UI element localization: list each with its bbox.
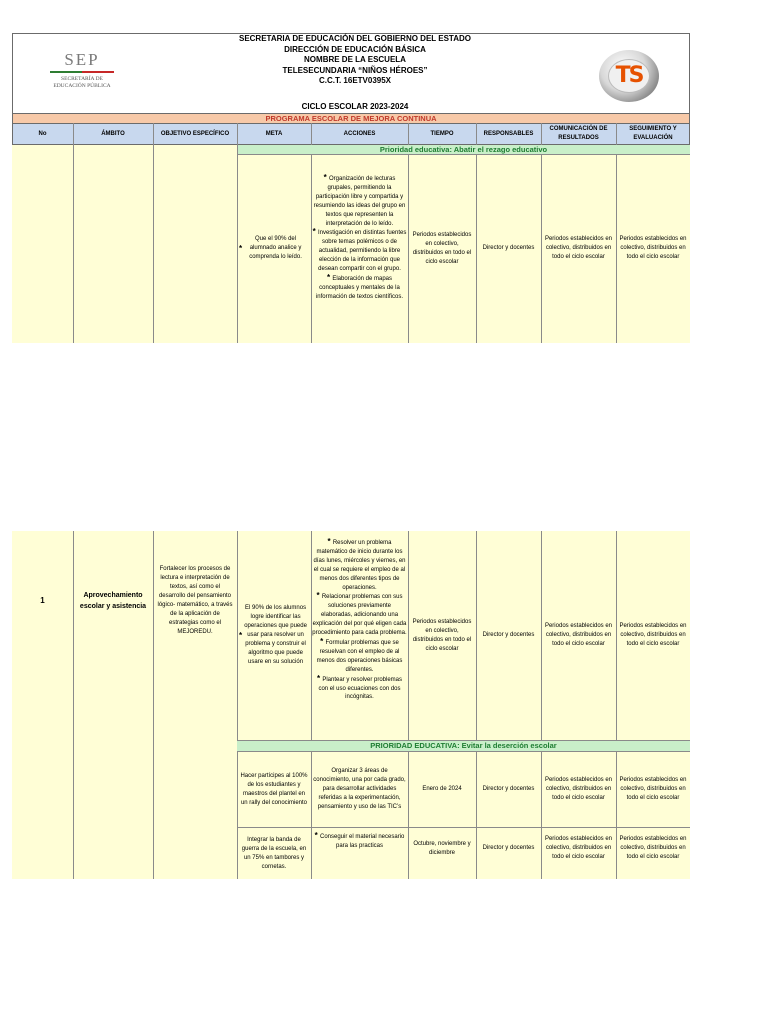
column-header-objetivo: OBJETIVO ESPECÍFICO	[160, 130, 230, 137]
column-header-comunicacion: COMUNICACIÓN DE RESULTADOS	[549, 126, 608, 141]
sep-logo-stripe-red	[82, 71, 114, 73]
section2-ambito: Aprovechamiento escolar y asistencia	[79, 591, 147, 610]
column-header-ambito: ÁMBITO	[101, 130, 125, 137]
section2-accion-4: * Plantear y resolver problemas con el uso ecuaciones con dos incógnitas.	[312, 675, 407, 703]
section2-acciones	[311, 538, 408, 702]
section2-meta: * El 90% de los alumnos logre identificar las operaciones que puede usar para resolver un problema y construir el algoritmo que puede usare en su solución	[237, 531, 311, 740]
section3-row1-acciones: Organizar 3 áreas de conocimiento, una por cada grado, para desarrollar actividades referidas a la experimentación, pensamiento y uso de las TIC’s	[313, 768, 406, 810]
section3-row2-comunicacion: Periodos establecidos en colectivo, distribuidos en todo el ciclo escolar	[544, 836, 613, 860]
ts-logo-text: TS	[615, 63, 643, 88]
header-line-2: DIRECCIÓN DE EDUCACIÓN BÁSICA	[284, 44, 426, 54]
ts-logo	[599, 50, 659, 102]
section3-row2-seguimiento: Periodos establecidos en colectivo, distribuidos en todo el ciclo escolar	[619, 836, 687, 860]
column-header-no: No	[38, 130, 47, 137]
sep-logo-text: SEP	[64, 50, 100, 69]
section1-accion-3: * Elaboración de mapas conceptuales y mentales de la información de textos científicos.	[312, 274, 407, 302]
header-titles	[210, 34, 500, 87]
sep-logo-sub1: SECRETARÍA DE	[61, 76, 103, 82]
header-line-5: C.C.T. 16ETV0395X	[318, 76, 392, 85]
sep-logo-sub2: EDUCACIÓN PÚBLICA	[53, 83, 111, 89]
column-header-responsables: RESPONSABLES	[483, 130, 534, 137]
section2-accion-2: * Relacionar problemas con sus soluciones previamente elaboradas, adicionando una explicación del por qué eligen cada procedimiento para cada problema.	[312, 592, 407, 638]
section3-row2-accion-text: * Conseguir el material necesario para las practicas	[315, 834, 405, 849]
school-cycle: CICLO ESCOLAR 2023-2024	[301, 102, 409, 111]
column-header-tiempo: TIEMPO	[430, 130, 454, 137]
section2-comunicacion: Periodos establecidos en colectivo, distribuidos en todo el ciclo escolar	[544, 623, 613, 647]
priority-banner-1: Prioridad educativa: Abatir el rezago educativo	[237, 145, 690, 154]
column-header-seguimiento: SEGUIMIENTO Y EVALUACIÓN	[629, 126, 677, 141]
section1-accion-1: * Organización de lecturas grupales, permitiendo la participación libre y compartida y resumiendo las ideas del grupo en textos que representen la interpretación de lo leído.	[312, 174, 407, 228]
program-title: PROGRAMA ESCOLAR DE MEJORA CONTINUA	[12, 114, 690, 123]
sep-logo-stripe-green	[50, 71, 82, 73]
section3-row1-responsables: Director y docentes	[482, 786, 535, 792]
header-line-1: SECRETARIA DE EDUCACIÓN DEL GOBIERNO DEL ESTADO	[238, 34, 472, 43]
column-header-acciones: ACCIONES	[343, 130, 376, 137]
sep-logo	[42, 50, 122, 95]
section3-row1-seguimiento: Periodos establecidos en colectivo, distribuidos en todo el ciclo escolar	[619, 777, 687, 801]
section3-row2-responsables: Director y docentes	[482, 845, 535, 851]
section1-comunicacion: Periodos establecidos en colectivo, distribuidos en todo el ciclo escolar	[544, 236, 613, 260]
section3-row2-meta: Integrar la banda de guerra de la escuela, en un 75% en tambores y cornetas.	[241, 836, 307, 870]
section2-seguimiento: Periodos establecidos en colectivo, distribuidos en todo el ciclo escolar	[619, 623, 687, 647]
section3-row1-comunicacion: Periodos establecidos en colectivo, distribuidos en todo el ciclo escolar	[544, 777, 613, 801]
section1-acciones	[311, 174, 408, 302]
section2-responsables: Director y docentes	[482, 632, 535, 638]
section3-row1-tiempo: Enero de 2024	[422, 786, 462, 792]
section1-tiempo: Periodos establecidos en colectivo, distribuidos en todo el ciclo escolar	[412, 231, 472, 265]
section2-accion-1: * Resolver un problema matemático de inicio durante los días lunes, miércoles y viernes, en el cual se requiere el empleo de al menos dos diferentes tipos de operaciones.	[312, 538, 407, 592]
section2-tiempo: Periodos establecidos en colectivo, distribuidos en todo el ciclo escolar	[412, 618, 472, 652]
section1-meta: * Que el 90% del alumnado analice y comprenda lo leído.	[237, 154, 311, 343]
section1-seguimiento: Periodos establecidos en colectivo, distribuidos en todo el ciclo escolar	[619, 236, 687, 260]
section1-responsables: Director y docentes	[482, 245, 535, 251]
section2-accion-3: * Formular problemas que se resuelvan con el empleo de al menos dos operaciones básicas diferentes.	[312, 638, 407, 675]
section3-row2-acciones	[311, 832, 408, 851]
section2-objetivo: Fortalecer los procesos de lectura e interpretación de textos, así como el desarrollo del pensamiento lógico- matemático, a través de la aplicación de estrategias como el MEJOREDU.	[157, 566, 233, 635]
header-line-4: TELESECUNDARIA “NIÑOS HÉROES”	[282, 65, 428, 75]
section2-number: 1	[40, 596, 45, 605]
priority-banner-2: PRIORIDAD EDUCATIVA: Evitar la deserción escolar	[237, 741, 690, 751]
column-header-meta: META	[265, 130, 283, 137]
section1-accion-2: * Investigación en distintas fuentes sobre temas polémicos o de actualidad, permitiendo la libre elección de la información que desean compartir con el grupo.	[312, 228, 407, 274]
section3-row1-meta: Hacer partícipes al 100% de los estudiantes y maestros del plantel en un rally del conocimiento	[240, 772, 308, 806]
header-line-3: NOMBRE DE LA ESCUELA	[304, 55, 406, 64]
section3-row2-tiempo: Octubre, noviembre y diciembre	[413, 840, 471, 856]
